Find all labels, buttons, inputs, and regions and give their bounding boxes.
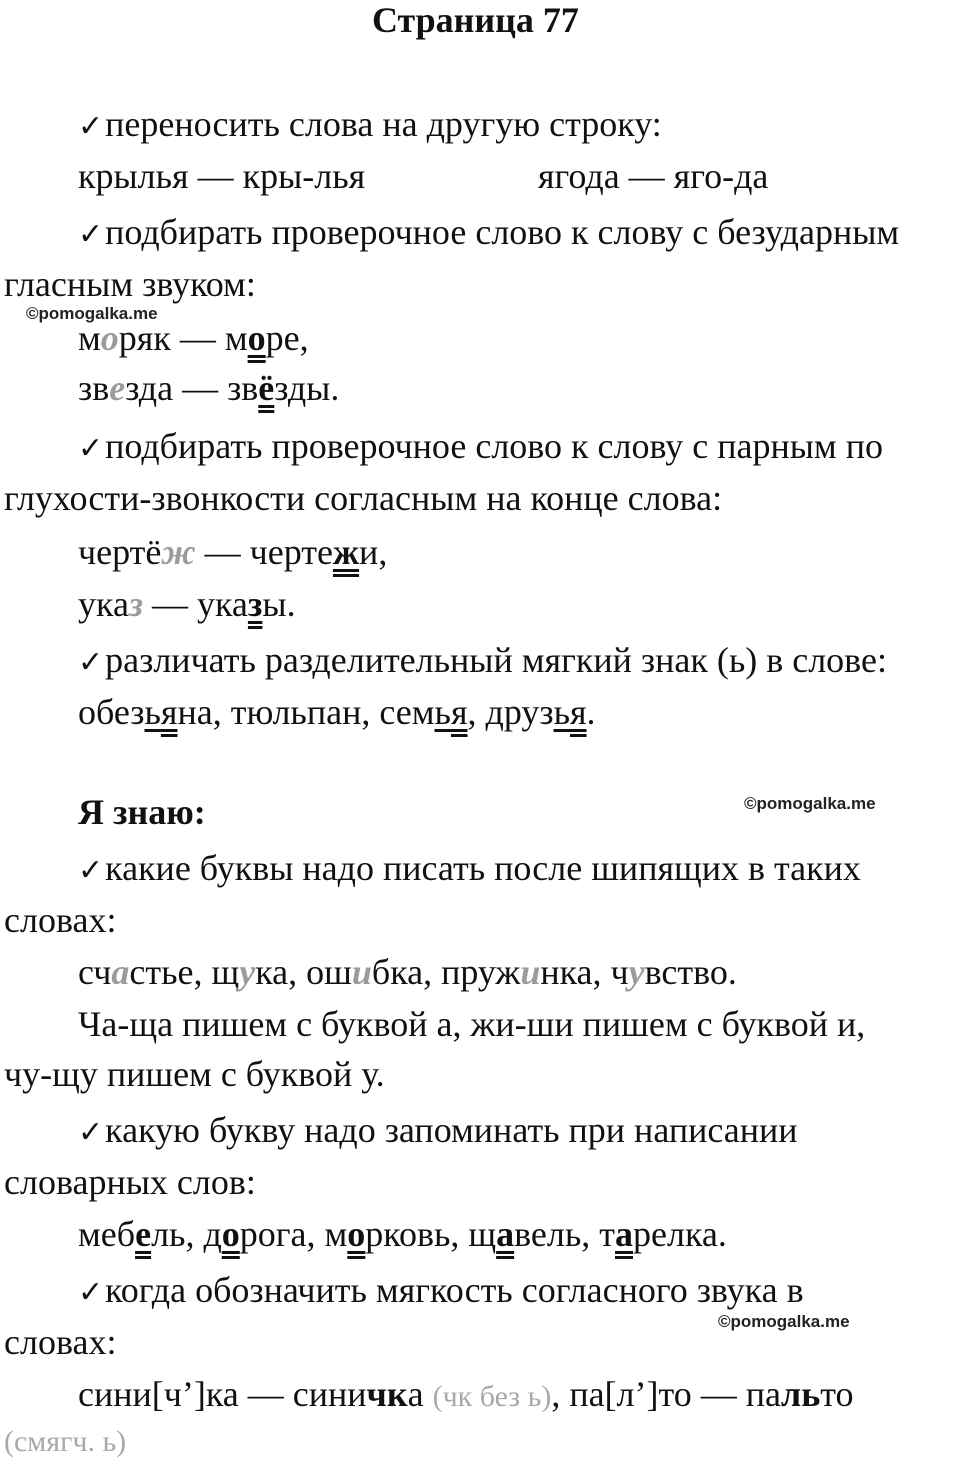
- example-hushing-words: счастье, щука, ошибка, пружинка, чувство.: [78, 952, 737, 992]
- example-dictionary-words: мебель, дорога, морковь, щавель, тарелка.: [78, 1214, 727, 1254]
- check-icon: ✓: [78, 1115, 104, 1150]
- check-icon: ✓: [78, 217, 104, 252]
- example-moryak: моряк — море,: [78, 318, 309, 358]
- text-line: словах:: [4, 1322, 117, 1362]
- text-line: словах:: [4, 900, 117, 940]
- example-ukaz: указ — указы.: [78, 584, 296, 624]
- example-softness-words: сини[ч’]ка — синичка (чк без ь), па[л’]то — пальто: [78, 1374, 854, 1414]
- check-icon: ✓: [78, 853, 104, 888]
- watermark: ©pomogalka.me: [26, 304, 158, 323]
- know-softness: ✓когда обозначить мягкость согласного звука в: [78, 1270, 804, 1310]
- example-yagoda: ягода — яго-да: [538, 156, 769, 196]
- example-soft-sign-words: обезьяна, тюльпан, семья, друзья.: [78, 692, 596, 732]
- example-zvezda: звезда — звёзды.: [78, 368, 340, 408]
- check-icon: ✓: [78, 431, 104, 466]
- example-chertyozh: чертёж — чертежи,: [78, 532, 388, 572]
- check-icon: ✓: [78, 645, 104, 680]
- skill-soft-sign: ✓различать разделительный мягкий знак (ь) в слове:: [78, 640, 887, 680]
- section-heading: Я знаю:: [78, 792, 206, 832]
- text-line: гласным звуком:: [4, 264, 256, 304]
- text-line: глухости-звонкости согласным на конце слова:: [4, 478, 723, 518]
- check-icon: ✓: [78, 109, 104, 144]
- skill-paired-consonant: ✓подбирать проверочное слово к слову с парным по: [78, 426, 883, 466]
- rule-line: Ча-ща пишем с буквой а, жи-ши пишем с буквой и,: [78, 1004, 866, 1044]
- skill-unstressed-vowel: ✓подбирать проверочное слово к слову с безударным: [78, 212, 900, 252]
- watermark: ©pomogalka.me: [744, 794, 876, 813]
- know-dictionary-words: ✓какую букву надо запоминать при написании: [78, 1110, 798, 1150]
- rule-line: чу-щу пишем с буквой у.: [4, 1054, 385, 1094]
- skill-hyphenation: ✓переносить слова на другую строку:: [78, 104, 662, 144]
- check-icon: ✓: [78, 1275, 104, 1310]
- know-hushing: ✓какие буквы надо писать после шипящих в таких: [78, 848, 861, 888]
- text-line: словарных слов:: [4, 1162, 256, 1202]
- note-soft-sign: (смягч. ь): [4, 1425, 127, 1458]
- watermark: ©pomogalka.me: [718, 1312, 850, 1331]
- example-krylya: крылья — кры-лья: [78, 156, 366, 196]
- page-title: Страница 77: [372, 0, 579, 40]
